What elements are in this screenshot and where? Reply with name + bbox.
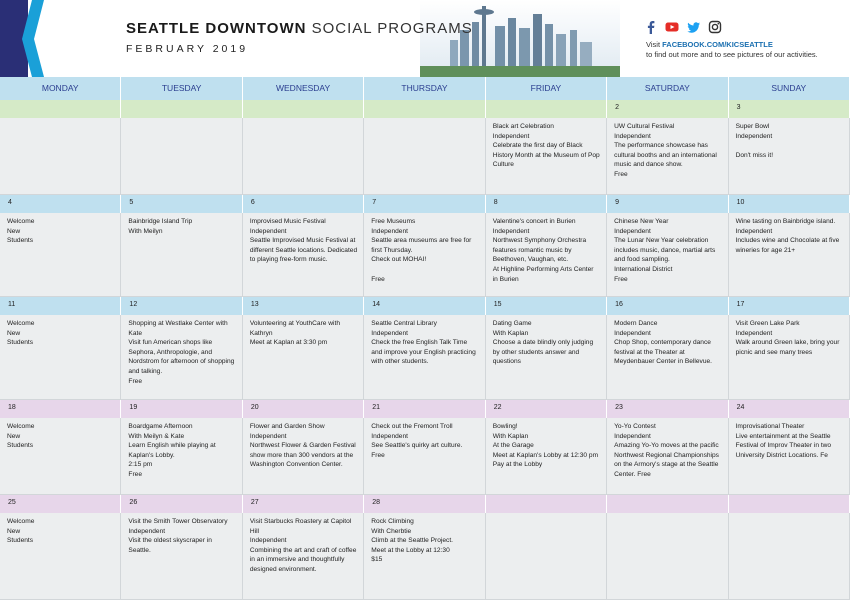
event-text: Welcome New Students <box>7 423 35 450</box>
facebook-info <box>646 40 818 60</box>
day-cell <box>243 513 364 600</box>
event-text: Black art Celebration Independent Celebrate the first day of Black History Month at the Museum of Pop Culture <box>492 123 600 169</box>
event-text: Bainbridge Island Trip With Meilyn <box>128 218 193 235</box>
day-cell <box>486 418 607 495</box>
day-cell <box>364 118 485 195</box>
date-number <box>121 100 242 118</box>
date-number: 16 <box>607 297 728 315</box>
date-number: 14 <box>364 297 485 315</box>
event-text: Seattle Central Library Independent Check the free English Talk Time and improve your English practicing with other students. <box>371 320 476 366</box>
event-text: Welcome New Students <box>7 518 35 545</box>
date-number: 3 <box>729 100 850 118</box>
day-cell <box>607 118 728 195</box>
social-icons <box>644 18 725 34</box>
event-text: Wine tasting on Bainbridge island. Independent Includes wine and Chocolate at five wineries for age 21+ <box>735 218 840 254</box>
day-cell <box>243 418 364 495</box>
date-number: 6 <box>243 195 364 213</box>
date-number: 8 <box>486 195 607 213</box>
day-cell <box>243 315 364 400</box>
event-text: Visit Green Lake Park Independent Walk around Green lake, bring your picnic and see many trees <box>735 320 840 356</box>
day-cell <box>121 513 242 600</box>
header <box>0 0 850 77</box>
title-rest: SOCIAL PROGRAMS <box>311 20 473 37</box>
date-number: 27 <box>243 495 364 513</box>
day-cell <box>121 315 242 400</box>
date-number: 18 <box>0 400 121 418</box>
day-cell <box>243 213 364 297</box>
date-number: 10 <box>729 195 850 213</box>
day-cell <box>0 315 121 400</box>
date-number <box>729 495 850 513</box>
day-cell <box>486 213 607 297</box>
event-text: Yo-Yo Contest Independent Amazing Yo-Yo moves at the pacific Northwest Regional Championships on the Armory's stage at the Seattle Center. Free <box>614 423 719 478</box>
event-text: Visit the Smith Tower Observatory Independent Visit the oldest skyscraper in Seattle. <box>128 518 228 554</box>
day-cell <box>121 118 242 195</box>
twitter-icon[interactable] <box>687 20 701 34</box>
page-subtitle: FEBRUARY 2019 <box>126 43 249 55</box>
event-text: Super Bowl Independent Don't miss it! <box>735 123 774 159</box>
visit-prefix: Visit <box>646 40 663 49</box>
day-cell <box>729 418 850 495</box>
day-cell <box>0 213 121 297</box>
date-number: 28 <box>364 495 485 513</box>
instagram-icon[interactable] <box>708 20 722 34</box>
day-header-saturday: SATURDAY <box>607 77 728 100</box>
event-text: Improvisational Theater Live entertainment at the Seattle Festival of Improv Theater in two University District Locations. Fe <box>735 423 832 459</box>
day-cell <box>243 118 364 195</box>
date-number: 12 <box>121 297 242 315</box>
event-text: Flower and Garden Show Independent Northwest Flower & Garden Festival show more than 300 vendors at the Washington Convention Center. <box>249 423 356 469</box>
event-text: Valentine's concert in Burien Independent Northwest Symphony Orchestra features romantic music by Beethoven, Vaughan, etc. At Highline Performing Arts Center in Burien <box>492 218 594 283</box>
date-number <box>0 100 121 118</box>
date-number: 21 <box>364 400 485 418</box>
calendar-grid <box>0 100 850 600</box>
day-cell <box>607 315 728 400</box>
visit-suffix: to find out more and to see pictures of our activities. <box>646 50 818 59</box>
brand-bar <box>0 0 22 77</box>
event-text: Check out the Fremont Troll Independent See Seattle's quirky art culture. Free <box>371 423 463 459</box>
day-cell <box>0 418 121 495</box>
seattle-skyline-image <box>420 0 620 77</box>
date-number: 4 <box>0 195 121 213</box>
date-number: 2 <box>607 100 728 118</box>
day-header-friday: FRIDAY <box>486 77 607 100</box>
day-cell <box>486 513 607 600</box>
day-header-row <box>0 77 850 100</box>
date-number: 23 <box>607 400 728 418</box>
day-header-sunday: SUNDAY <box>729 77 850 100</box>
date-number: 15 <box>486 297 607 315</box>
date-number: 5 <box>121 195 242 213</box>
event-text: Bowling! With Kaplan At the Garage Meet at Kaplan's Lobby at 12:30 pm Pay at the Lobby <box>492 423 599 469</box>
kaplan-logo-icon <box>22 0 62 77</box>
day-cell <box>486 315 607 400</box>
date-number: 20 <box>243 400 364 418</box>
date-number: 26 <box>121 495 242 513</box>
day-cell <box>364 513 485 600</box>
day-cell <box>364 418 485 495</box>
title-bold: SEATTLE DOWNTOWN <box>126 20 307 37</box>
day-cell <box>729 213 850 297</box>
event-text: Improvised Music Festival Independent Seattle Improvised Music Festival at different Seattle locations. Dedicated to playing free-form music. <box>249 218 358 264</box>
day-header-tuesday: TUESDAY <box>121 77 242 100</box>
day-cell <box>607 513 728 600</box>
date-number: 24 <box>729 400 850 418</box>
event-text: Boardgame Afternoon With Meilyn & Kate Learn English while playing at Kaplan's Lobby. 2:15 pm Free <box>128 423 216 478</box>
day-cell <box>0 118 121 195</box>
event-text: Free Museums Independent Seattle area museums are free for first Thursday. Check out MOHAI! Free <box>371 218 472 283</box>
day-cell <box>364 315 485 400</box>
date-number: 9 <box>607 195 728 213</box>
date-number: 22 <box>486 400 607 418</box>
day-header-thursday: THURSDAY <box>364 77 485 100</box>
event-text: Chinese New Year Independent The Lunar New Year celebration includes music, dance, martial arts and food sampling. International District Free <box>614 218 716 283</box>
date-number <box>486 100 607 118</box>
event-text: Volunteering at YouthCare with Kathryn Meet at Kaplan at 3:30 pm <box>249 320 341 347</box>
day-cell <box>364 213 485 297</box>
day-cell <box>0 513 121 600</box>
day-cell <box>121 418 242 495</box>
date-number: 25 <box>0 495 121 513</box>
day-cell <box>729 513 850 600</box>
facebook-link[interactable]: FACEBOOK.COM/KICSEATTLE <box>662 40 773 49</box>
page-title <box>126 20 473 37</box>
event-text: Rock Climbing With Cherbtie Climb at the Seattle Project. Meet at the Lobby at 12:30 $15 <box>371 518 454 564</box>
day-cell <box>486 118 607 195</box>
event-text: Shopping at Westlake Center with Kate Visit fun American shops like Sephora, Anthropologie, and Nordstrom for afternoon of shopping and talking. Free <box>128 320 235 385</box>
facebook-icon[interactable] <box>644 20 658 34</box>
date-number: 11 <box>0 297 121 315</box>
date-number: 17 <box>729 297 850 315</box>
date-number: 13 <box>243 297 364 315</box>
date-number: 7 <box>364 195 485 213</box>
date-number <box>364 100 485 118</box>
event-text: Modern Dance Independent Chop Shop, contemporary dance festival at the Theater at Meydenbauer Center in Bellevue. <box>614 320 713 366</box>
day-cell <box>121 213 242 297</box>
event-text: UW Cultural Festival Independent The performance showcase has cultural booths and an international music and dance show. Free <box>614 123 717 178</box>
event-text: Visit Starbucks Roastery at Capitol Hill Independent Combining the art and craft of coffee in an immersive and thoughtfully designed environment. <box>249 518 357 573</box>
day-cell <box>729 118 850 195</box>
event-text: Welcome New Students <box>7 218 35 245</box>
date-number <box>486 495 607 513</box>
day-cell <box>607 213 728 297</box>
event-text: Dating Game With Kaplan Choose a date blindly only judging by other students answer and questions <box>492 320 594 366</box>
date-number <box>607 495 728 513</box>
event-text: Welcome New Students <box>7 320 35 347</box>
date-number <box>243 100 364 118</box>
day-cell <box>729 315 850 400</box>
date-number: 19 <box>121 400 242 418</box>
day-header-wednesday: WEDNESDAY <box>243 77 364 100</box>
day-header-monday: MONDAY <box>0 77 121 100</box>
day-cell <box>607 418 728 495</box>
youtube-icon[interactable] <box>665 20 679 34</box>
